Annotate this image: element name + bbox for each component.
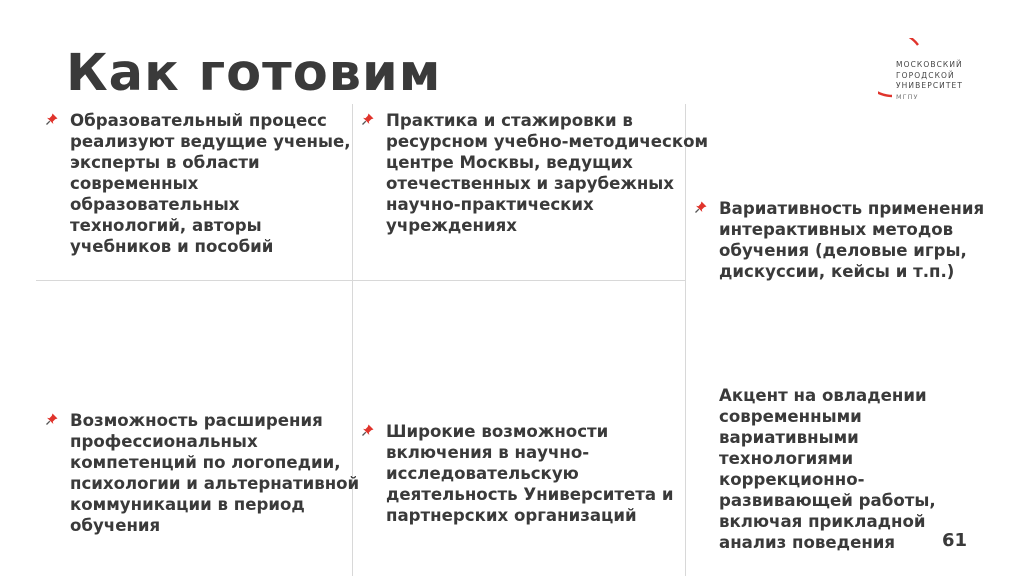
page-number: 61 [942,530,968,551]
feature-text: Возможность расширения профессиональных компетенций по логопедии, психологии и альтернативной коммуникации в период обучения [70,411,360,535]
feature-item-instructors [38,110,360,257]
pushpin-icon [45,112,59,126]
pushpin-icon [694,200,708,214]
feature-text: Образовательный процесс реализуют ведущие ученые, эксперты в области современных образовательных технологий, авторы учебников и пособий [70,111,351,256]
logo-line-1: МОСКОВСКИЙ [896,60,963,69]
feature-item-practice [354,110,712,236]
pushpin-icon [361,112,375,126]
slide-title: Как готовим [66,44,442,103]
pushpin-icon [45,412,59,426]
pushpin-icon [361,423,375,437]
feature-item-research [354,421,686,526]
feature-item-technologies [687,385,969,553]
feature-text: Практика и стажировки в ресурсном учебно-методическом центре Москвы, ведущих отечественных и зарубежных научно-практических учреждениях [386,111,709,235]
logo-line-3: УНИВЕРСИТЕТ [896,81,964,90]
feature-text: Широкие возможности включения в научно-исследовательскую деятельность Университета и партнерских организаций [386,422,674,525]
grid-horizontal-divider [36,280,686,281]
feature-item-competencies [38,410,382,536]
feature-item-interactive-methods [687,198,1019,282]
university-logo [878,38,978,108]
logo-line-4: МГПУ [896,92,919,101]
feature-text: Вариативность применения интерактивных методов обучения (деловые игры, дискуссии, кейсы и т.п.) [719,199,985,281]
feature-text: Акцент на овладении современными вариативными технологиями коррекционно-развивающей работы, включая прикладной анализ поведения [719,386,936,552]
logo-line-2: ГОРОДСКОЙ [896,70,955,80]
